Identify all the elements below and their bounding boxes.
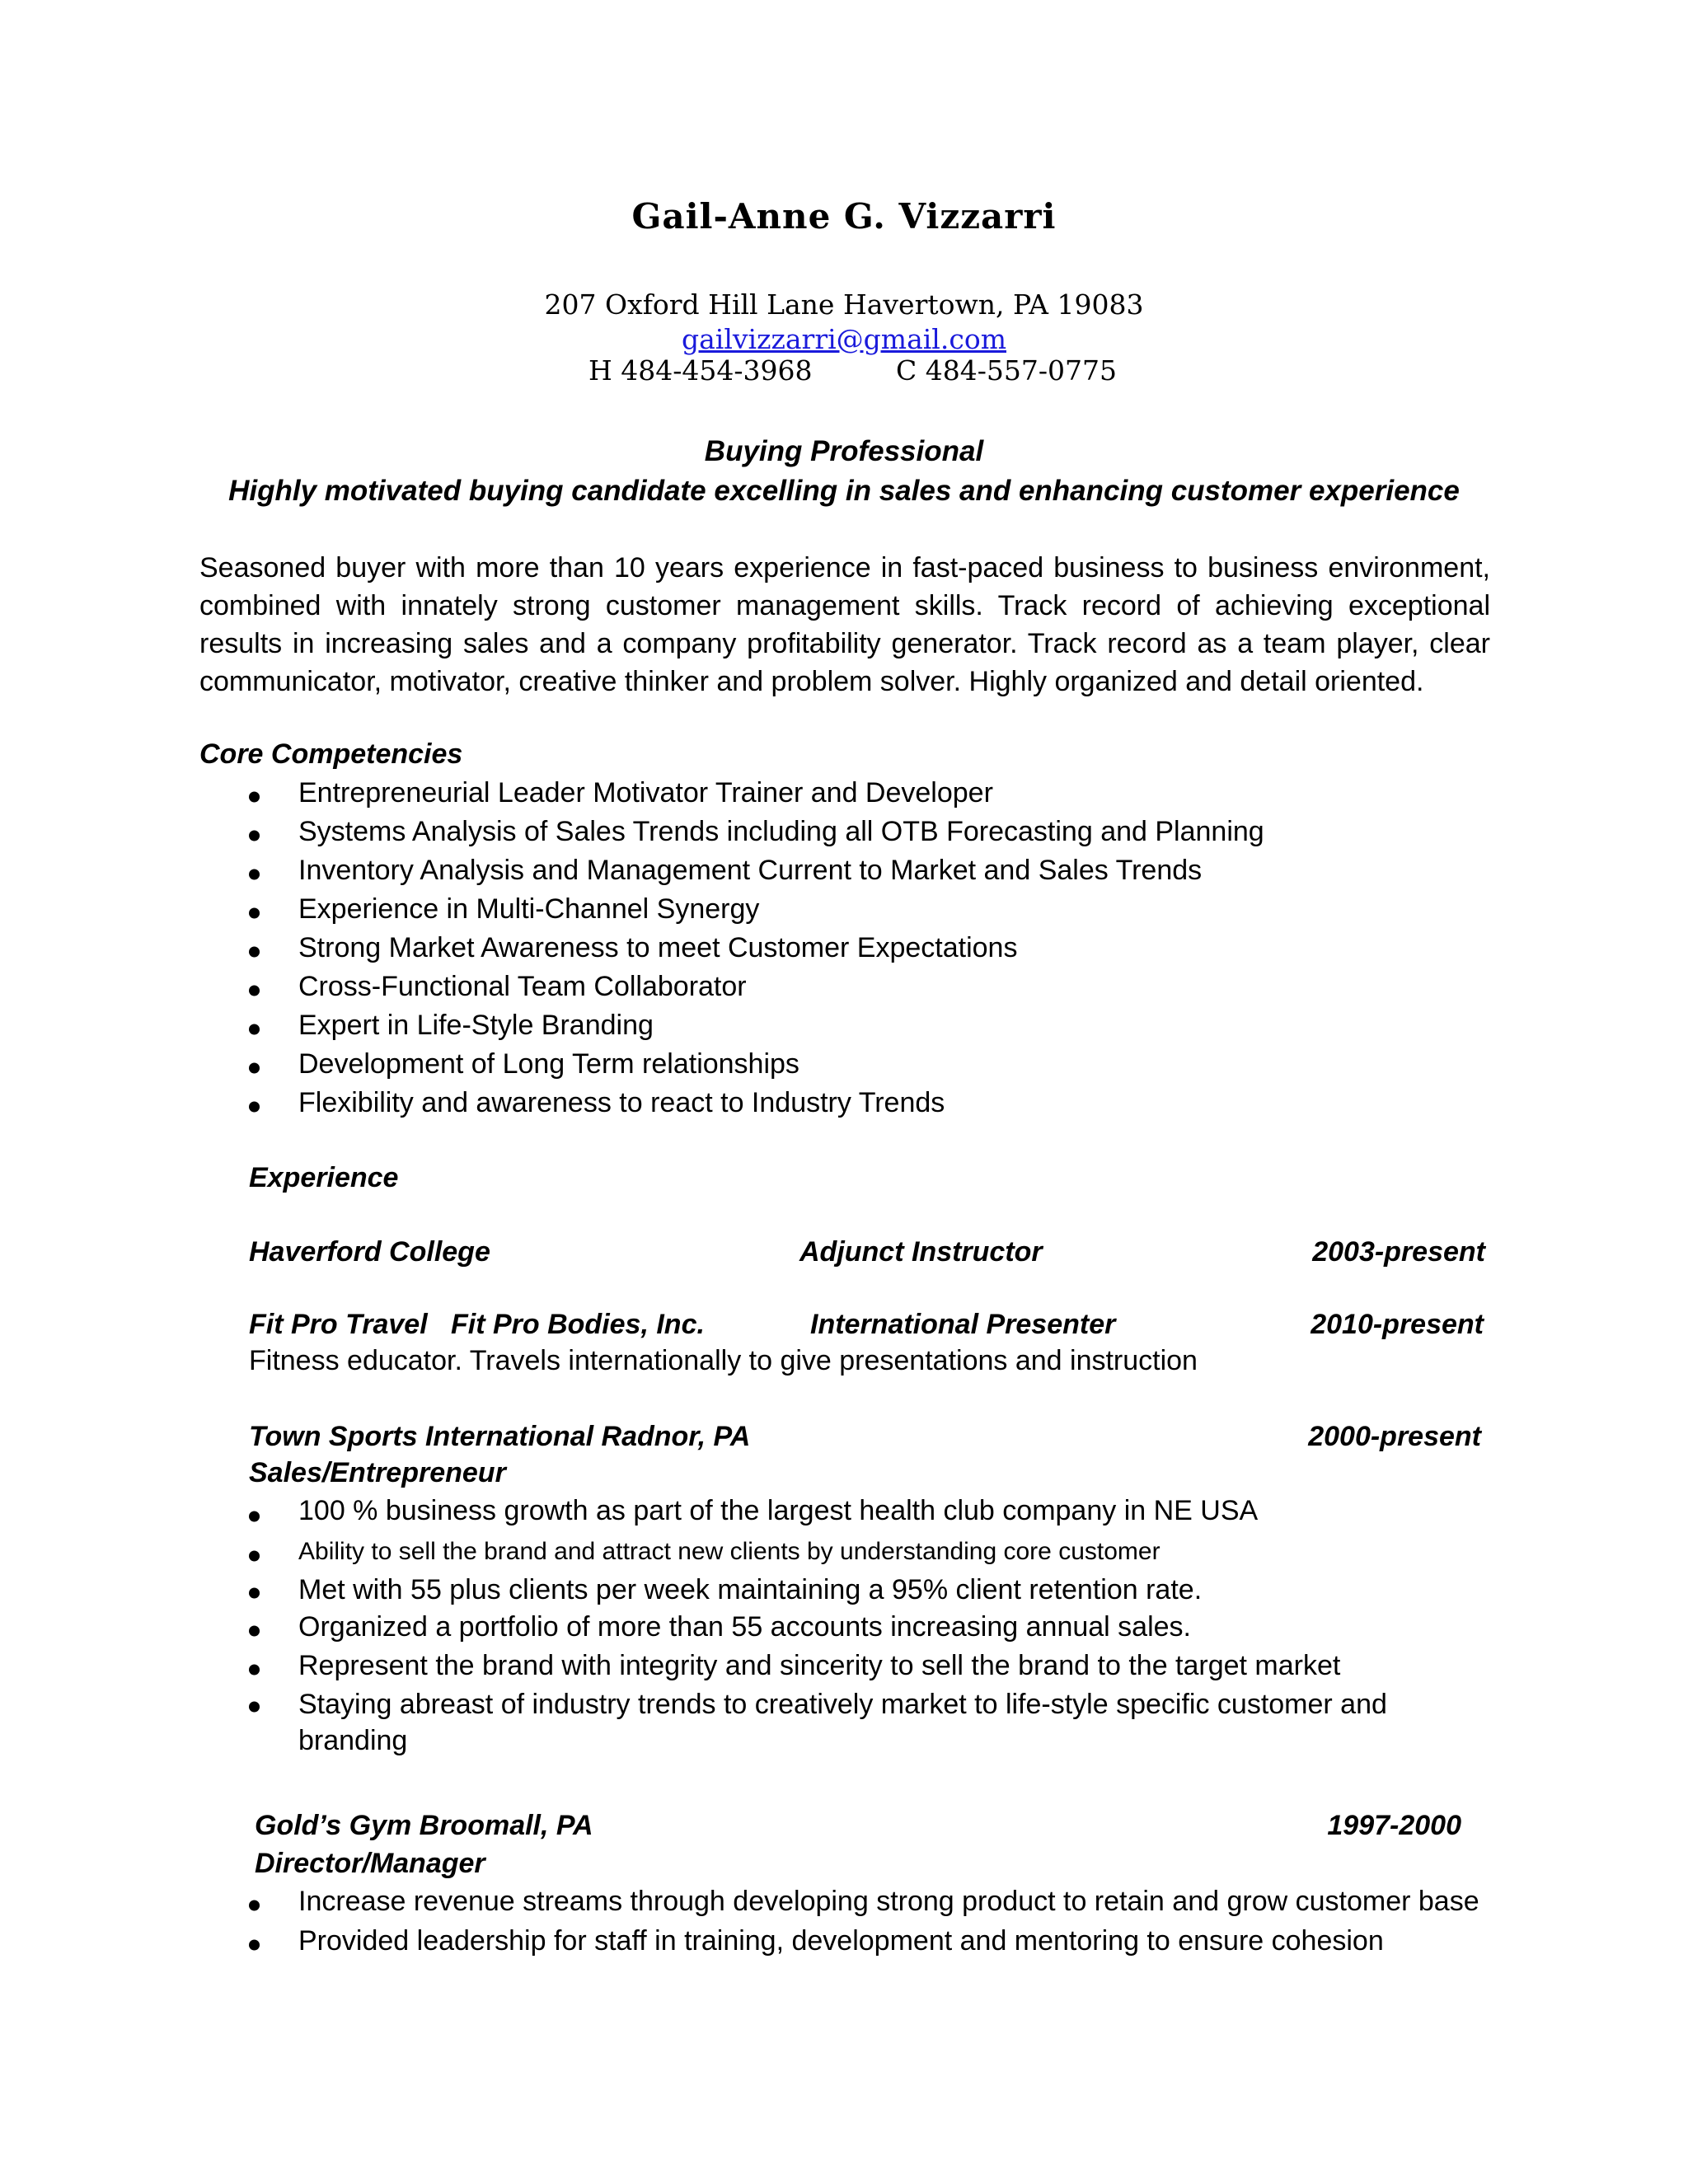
summary-line: results in increasing sales and a company profitability generator. Track record as a team player, clear: [199, 628, 1490, 659]
bullet-icon: [249, 1024, 260, 1034]
cell-phone: C 484-557-0775: [896, 354, 1117, 387]
list-item-text: Organized a portfolio of more than 55 accounts increasing annual sales.: [298, 1611, 1191, 1643]
professional-summary: [199, 549, 1490, 701]
dates-townsports: 2000-present: [1308, 1421, 1481, 1452]
list-item-text: Increase revenue streams through developing strong product to retain and grow customer base: [298, 1886, 1479, 1917]
dates-fitpro: 2010-present: [1311, 1309, 1484, 1340]
bullet-icon: [249, 1625, 260, 1636]
company-fitpro: Fit Pro Travel Fit Pro Bodies, Inc.: [249, 1309, 705, 1340]
description-fitpro: Fitness educator. Travels internationally to give presentations and instruction: [249, 1345, 1198, 1376]
summary-line: Seasoned buyer with more than 10 years experience in fast-paced business to business environment,: [199, 552, 1490, 583]
candidate-name: Gail-Anne G. Vizzarri: [631, 196, 1057, 237]
list-item-text: Systems Analysis of Sales Trends including all OTB Forecasting and Planning: [298, 816, 1264, 847]
dates-goldsgym: 1997-2000: [1327, 1810, 1461, 1841]
list-item-text: Met with 55 plus clients per week maintaining a 95% client retention rate.: [298, 1574, 1203, 1605]
bullet-icon: [249, 907, 260, 918]
core-competencies-heading: Core Competencies: [199, 738, 463, 770]
list-item-text: Flexibility and awareness to react to Industry Trends: [298, 1087, 945, 1118]
headline-title: Buying Professional: [704, 435, 984, 467]
bullet-icon: [249, 1062, 260, 1073]
list-item-text: Staying abreast of industry trends to creatively market to life-style specific customer and: [298, 1689, 1387, 1720]
list-item-text: branding: [298, 1725, 408, 1756]
bullet-icon: [249, 946, 260, 957]
list-item-text: Strong Market Awareness to meet Customer Expectations: [298, 932, 1018, 963]
bullet-icon: [249, 1101, 260, 1112]
email-link-wrapper: [0, 323, 1688, 355]
list-item-text: Ability to sell the brand and attract new clients by understanding core customer: [298, 1538, 1160, 1565]
role-haverford: Adjunct Instructor: [799, 1236, 1043, 1268]
role-goldsgym: Director/Manager: [255, 1848, 485, 1879]
role-fitpro: International Presenter: [810, 1309, 1116, 1340]
company-haverford: Haverford College: [249, 1236, 490, 1268]
list-item-text: Experience in Multi-Channel Synergy: [298, 893, 760, 925]
list-item-text: Provided leadership for staff in training, development and mentoring to ensure cohesion: [298, 1925, 1384, 1957]
role-townsports: Sales/Entrepreneur: [249, 1457, 506, 1488]
home-phone: H 484-454-3968: [588, 354, 813, 387]
list-item-text: Entrepreneurial Leader Motivator Trainer and Developer: [298, 777, 993, 808]
company-goldsgym: Gold’s Gym Broomall, PA: [255, 1810, 593, 1841]
bullet-icon: [249, 1551, 260, 1562]
bullet-icon: [249, 1702, 260, 1713]
list-item-text: Expert in Life-Style Branding: [298, 1010, 654, 1041]
bullet-icon: [249, 1940, 260, 1951]
list-item-text: Cross-Functional Team Collaborator: [298, 971, 747, 1002]
bullet-icon: [249, 1900, 260, 1911]
list-item-text: Development of Long Term relationships: [298, 1048, 799, 1080]
bullet-icon: [249, 830, 260, 841]
summary-line: combined with innately strong customer management skills. Track record of achieving exceptional: [199, 590, 1490, 621]
list-item-text: 100 % business growth as part of the largest health club company in NE USA: [298, 1495, 1259, 1526]
bullet-icon: [249, 985, 260, 996]
company-townsports: Town Sports International Radnor, PA: [249, 1421, 751, 1452]
headline-subtitle: Highly motivated buying candidate excelling in sales and enhancing customer experience: [228, 475, 1460, 507]
bullet-icon: [249, 1664, 260, 1675]
address: 207 Oxford Hill Lane Havertown, PA 19083: [544, 288, 1144, 321]
bullet-icon: [249, 1587, 260, 1598]
summary-line: communicator, motivator, creative thinker and problem solver. Highly organized and detail oriented.: [199, 666, 1424, 697]
bullet-icon: [249, 791, 260, 802]
bullet-icon: [249, 1511, 260, 1522]
bullet-icon: [249, 869, 260, 879]
experience-heading: Experience: [249, 1162, 399, 1193]
list-item-text: Inventory Analysis and Management Current to Market and Sales Trends: [298, 855, 1203, 886]
email-link[interactable]: gailvizzarri@gmail.com: [682, 323, 1006, 355]
list-item-text: Represent the brand with integrity and sincerity to sell the brand to the target market: [298, 1650, 1341, 1681]
dates-haverford: 2003-present: [1312, 1236, 1485, 1268]
